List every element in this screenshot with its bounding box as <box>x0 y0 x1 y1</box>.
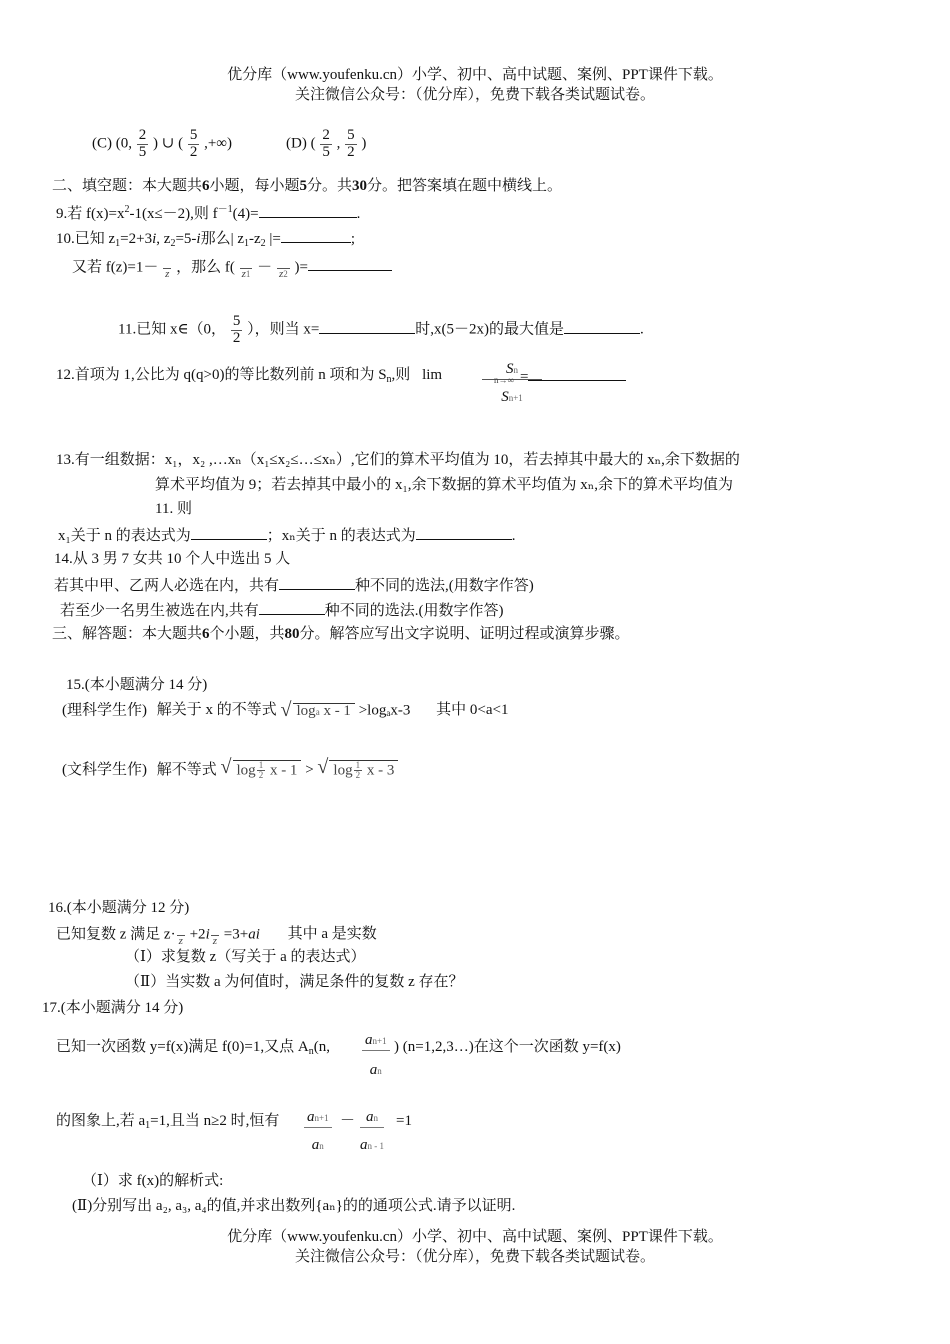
fraction-a-ratio: an+1 an <box>362 1033 390 1078</box>
question-15-science: (理科学生作) 解关于 x 的不等式 √ loga x - 1 >logₐx-3 其中 0<a<1 <box>62 703 509 719</box>
equals-one: =1 <box>396 1113 412 1129</box>
header-line-2: 关注微信公众号：（优分库），免费下载各类试题试卷。 <box>294 87 655 103</box>
answer-blank[interactable] <box>416 527 512 540</box>
answer-blank[interactable] <box>564 321 640 334</box>
question-17-title: 17.(本小题满分 14 分) <box>42 1000 184 1016</box>
option-c: (C) (0, $\frac{2}{5}$ ) ∪ ( $\frac{5}{2}$ ,+∞) <box>92 127 232 160</box>
question-17-line-2: 的图象上,若 $a_1=1$,且当 n≥2 时,恒有 <box>56 1113 280 1131</box>
question-11: 11.已知 x∈（0， $\frac{5}{2}$ ），则当 x= 时,x(5－2x)的最大值是 . <box>118 313 644 346</box>
answer-blank[interactable] <box>281 230 351 243</box>
question-16-title: 16.(本小题满分 12 分) <box>48 900 190 916</box>
question-13-line-1: 13.有一组数据：x₁，x₂ ,…xₙ（x₁≤x₂≤…≤xₙ）,它们的算术平均值为 10，若去掉其中最大的 xₙ,余下数据的 <box>56 452 740 468</box>
answer-blank[interactable] <box>191 527 267 540</box>
question-16-stem: 已知复数 z 满足 z· z +2i z =3+ai 其中 a 是实数 <box>56 923 377 947</box>
question-12-answer: = <box>520 368 626 385</box>
question-14-line-3: 若至少一名男生被选在内,共有 种不同的选法.(用数字作答) <box>60 603 504 619</box>
question-17-part-1: （Ⅰ）求 f(x)的解析式: <box>82 1173 224 1189</box>
sqrt-expression: √ log $\frac{1}{2}$ x - 3 <box>329 760 398 781</box>
header-line-1: 优分库（www.youfenku.cn）小学、初中、高中试题、案例、PPT课件下载。 <box>227 67 723 83</box>
section-2-heading: 二、填空题：本大题共6小题，每小题5分。共30分。把答案填在题中横线上。 <box>52 178 563 194</box>
question-16-part-2: （Ⅱ）当实数 a 为何值时，满足条件的复数 z 存在？ <box>125 974 464 990</box>
question-14-line-1: 14.从 3 男 7 女共 10 个人中选出 5 人 <box>54 551 291 567</box>
section-3-heading: 三、解答题：本大题共6个小题，共80分。解答应写出文字说明、证明过程或演算步骤。 <box>52 626 630 642</box>
question-17-line-1b: ) (n=1,2,3…)在这个一次函数 y=f(x) <box>394 1039 621 1055</box>
answer-blank[interactable] <box>279 577 355 590</box>
question-10-line-1: 10.已知 $z_1=2+3i$, $z_2=5-i$那么| $z_1-z_2$ |= ; <box>56 231 356 249</box>
question-15-title: 15.(本小题满分 14 分) <box>66 677 208 693</box>
question-15-arts: (文科学生作) 解不等式 √ log $\frac{1}{2}$ x - 1 > √ log $\frac{1}{2}$ x - 3 <box>62 760 398 781</box>
option-d: (D) ( $\frac{2}{5}$ , $\frac{5}{2}$ ) <box>286 127 367 160</box>
footer-line-1: 优分库（www.youfenku.cn）小学、初中、高中试题、案例、PPT课件下载。 <box>227 1229 723 1245</box>
question-13-line-3: 11. 则 <box>155 501 192 517</box>
answer-blank[interactable] <box>319 321 415 334</box>
answer-blank[interactable] <box>259 205 357 218</box>
answer-blank[interactable] <box>259 602 325 615</box>
sqrt-expression: √ loga x - 1 <box>293 703 355 719</box>
question-13-line-4: x₁关于 n 的表达式为 ；xₙ关于 n 的表达式为 . <box>58 528 516 544</box>
question-17-line-1: 已知一次函数 y=f(x)满足 f(0)=1,又点 $A_n(n$, <box>56 1039 330 1057</box>
limit-fraction: Sn n→∞ Sn+1 <box>482 362 542 405</box>
fraction-g2: an an - 1 <box>360 1109 384 1153</box>
question-17-part-2: (Ⅱ)分别写出 a₂, a₃, a₄的值,并求出数列{aₙ}的的通项公式.请予以证明. <box>72 1198 516 1214</box>
question-13-line-2: 算术平均值为 9；若去掉其中最小的 x₁,余下数据的算术平均值为 xₙ,余下的算术平均值为 <box>155 477 733 493</box>
answer-blank[interactable] <box>528 368 626 381</box>
question-9: 9.若 $f(x)=x^2-1(x\le-2)$,则 $f^{-1}(4)=$ . <box>56 204 361 222</box>
question-10-line-2: 又若 f(z)=1－ z ，那么 f( z1 － z2 )= <box>72 256 392 280</box>
minus-sign: － <box>340 1113 356 1129</box>
answer-blank[interactable] <box>308 258 392 271</box>
sqrt-expression: √ log $\frac{1}{2}$ x - 1 <box>233 760 302 781</box>
footer-line-2: 关注微信公众号：（优分库），免费下载各类试题试卷。 <box>294 1249 655 1265</box>
question-16-part-1: （Ⅰ）求复数 z（写关于 a 的表达式） <box>125 949 366 965</box>
question-12: 12.首项为 1,公比为 q(q>0)的等比数列前 n 项和为 $S_n$,则 lim <box>56 367 443 385</box>
fraction-g1: an+1 an <box>304 1110 332 1153</box>
question-14-line-2: 若其中甲、乙两人必选在内，共有 种不同的选法,(用数字作答) <box>54 578 534 594</box>
